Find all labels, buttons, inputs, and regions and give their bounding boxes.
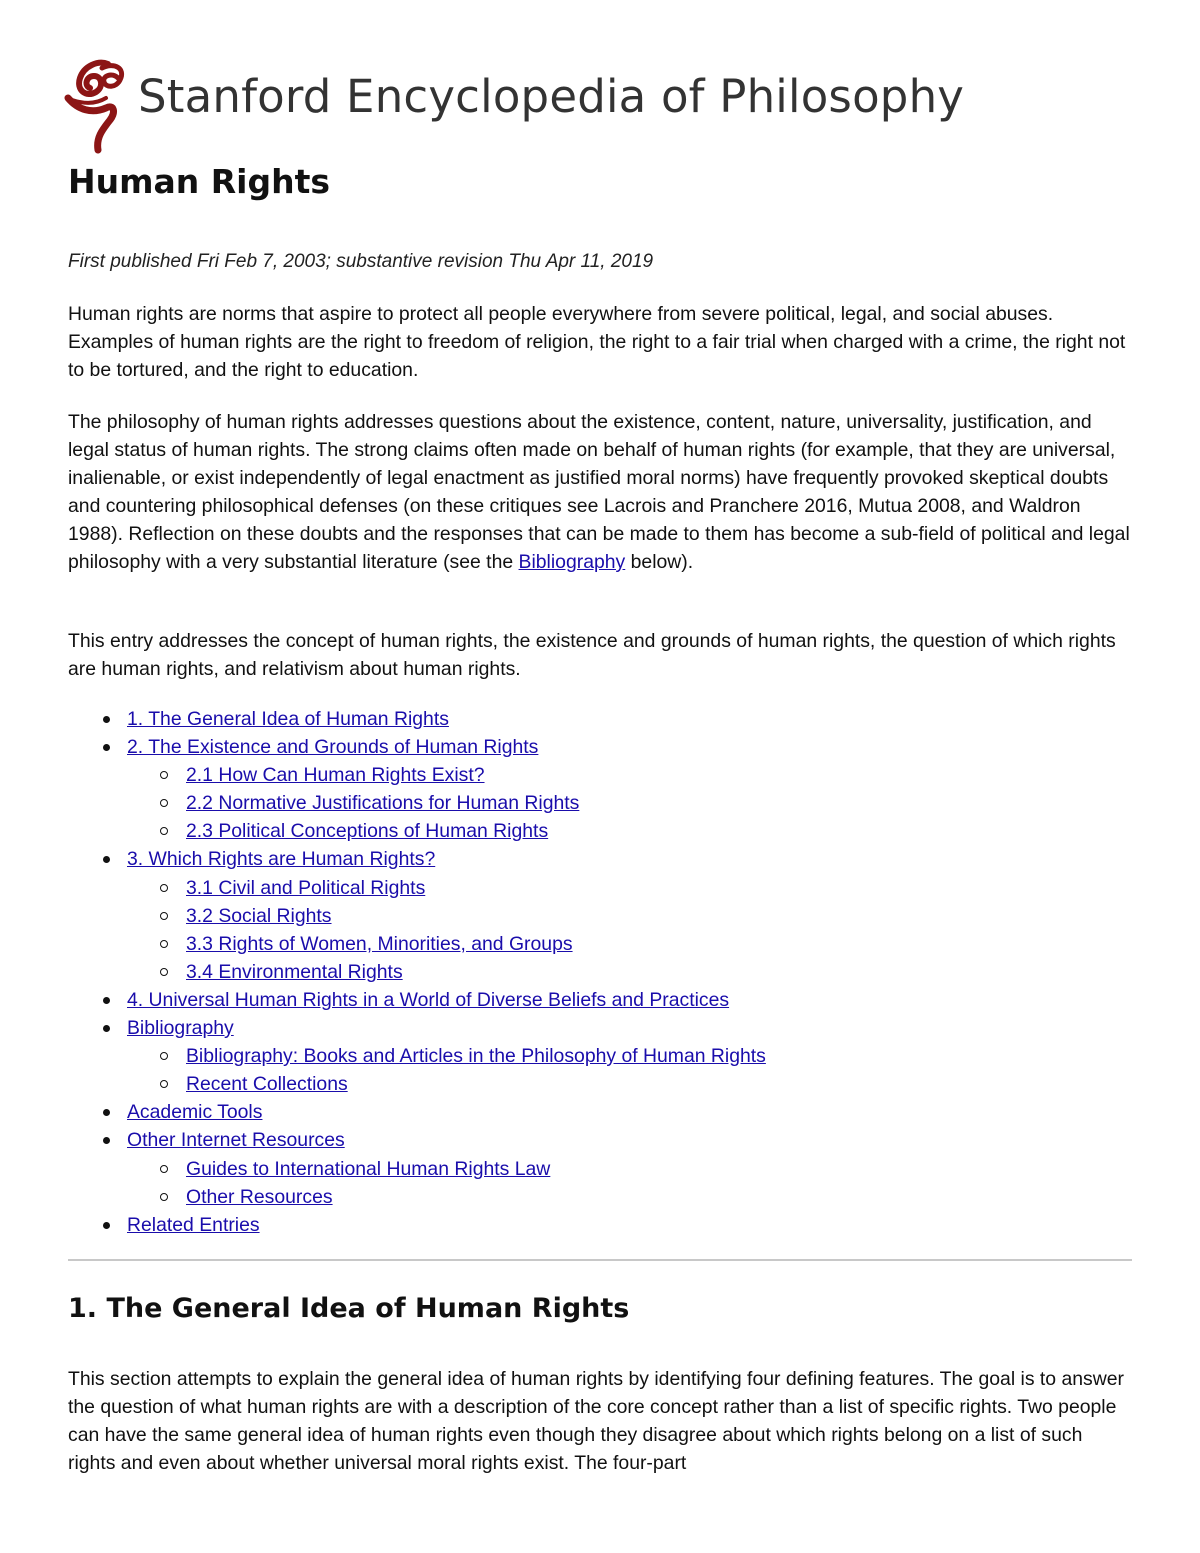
toc-link[interactable]: Academic Tools — [127, 1101, 263, 1124]
section-1-heading: 1. The General Idea of Human Rights — [68, 1293, 630, 1324]
toc-item — [68, 761, 1132, 789]
toc-link[interactable]: 2.3 Political Conceptions of Human Rights — [186, 820, 549, 843]
toc-item — [68, 1155, 1132, 1183]
toc-link[interactable]: 3.4 Environmental Rights — [186, 960, 403, 983]
toc-item — [68, 817, 1132, 845]
toc-link[interactable]: Recent Collections — [186, 1073, 348, 1096]
toc-item — [68, 1042, 1132, 1070]
intro-paragraph-2 — [68, 408, 1132, 576]
toc-item — [68, 705, 1132, 733]
toc-item — [68, 930, 1132, 958]
toc-link[interactable]: Other Internet Resources — [127, 1129, 345, 1152]
toc-link[interactable]: 4. Universal Human Rights in a World of Diverse Beliefs and Practices — [127, 988, 730, 1011]
toc-item — [68, 733, 1132, 761]
section-1-paragraph: This section attempts to explain the general idea of human rights by identifying four defining features. The goal is to answer the question of what human rights are with a description of the core concept rather than a list of specific rights. Two people can have the same general idea of human rights even though they disagree about which rights belong on a list of such rights and even about whether universal moral rights exist. The four-part — [68, 1368, 1124, 1474]
toc-item — [68, 986, 1132, 1014]
intro-paragraph-3: This entry addresses the concept of human rights, the existence and grounds of human rights, the question of which rights are human rights, and relativism about human rights. — [68, 630, 1116, 680]
section-divider — [68, 1259, 1132, 1261]
toc-item — [68, 958, 1132, 986]
sep-logo-icon[interactable] — [62, 58, 130, 154]
toc-link[interactable]: 1. The General Idea of Human Rights — [127, 708, 449, 730]
intro-paragraph-2-tail: below). — [625, 551, 694, 573]
intro-paragraph-1: Human rights are norms that aspire to protect all people everywhere from severe political, legal, and social abuses. Examples of human rights are the right to freedom of religion, the right to a fair trial when charged with a crime, the right not to be tortured, and the right to education. — [68, 303, 1126, 381]
toc-item — [68, 1014, 1132, 1042]
toc-link[interactable]: 3.3 Rights of Women, Minorities, and Groups — [186, 932, 573, 955]
toc-link[interactable]: Other Resources — [186, 1185, 333, 1208]
toc-link[interactable]: Related Entries — [127, 1213, 260, 1236]
toc-item — [68, 1126, 1132, 1154]
toc-item — [68, 1211, 1132, 1239]
toc-item — [68, 1183, 1132, 1211]
site-masthead — [62, 58, 964, 158]
toc-link[interactable]: 2.2 Normative Justifications for Human Rights — [186, 792, 580, 815]
toc-link[interactable]: 3.1 Civil and Political Rights — [186, 876, 426, 899]
toc-link[interactable]: 2. The Existence and Grounds of Human Rights — [127, 736, 539, 759]
publication-info: First published Fri Feb 7, 2003; substantive revision Thu Apr 11, 2019 — [68, 251, 654, 272]
page-title: Human Rights — [68, 162, 331, 201]
toc-item — [68, 845, 1132, 873]
bibliography-inline-link[interactable]: Bibliography — [518, 551, 626, 573]
intro-paragraph-2-text: The philosophy of human rights addresses questions about the existence, content, nature, universality, justification, and legal status of human rights. The strong claims often made on behalf of human rights (for example, that they are universal, inalienable, or exist independently of legal enactment as justified moral norms) have frequently provoked skeptical doubts and countering philosophical defenses (on these critiques see Lacrois and Pranchere 2016, Mutua 2008, and Waldron 1988). Reflection on these doubts and the responses that can be made to them has become a sub-field of political and legal philosophy with a very substantial literature (see the — [68, 411, 1130, 573]
toc-item — [68, 1098, 1132, 1126]
toc-link[interactable]: 3.2 Social Rights — [186, 904, 332, 927]
toc-link[interactable]: Bibliography — [127, 1017, 234, 1040]
toc-item — [68, 874, 1132, 902]
toc-item — [68, 902, 1132, 930]
toc-item — [68, 789, 1132, 817]
table-of-contents — [68, 705, 1132, 1239]
toc-link[interactable]: 2.1 How Can Human Rights Exist? — [186, 764, 485, 787]
toc-link[interactable]: 3. Which Rights are Human Rights? — [127, 848, 436, 871]
site-title[interactable]: Stanford Encyclopedia of Philosophy — [138, 70, 965, 123]
toc-item — [68, 1070, 1132, 1098]
toc-link[interactable]: Bibliography: Books and Articles in the Philosophy of Human Rights — [186, 1045, 766, 1068]
toc-link[interactable]: Guides to International Human Rights Law — [186, 1157, 551, 1180]
